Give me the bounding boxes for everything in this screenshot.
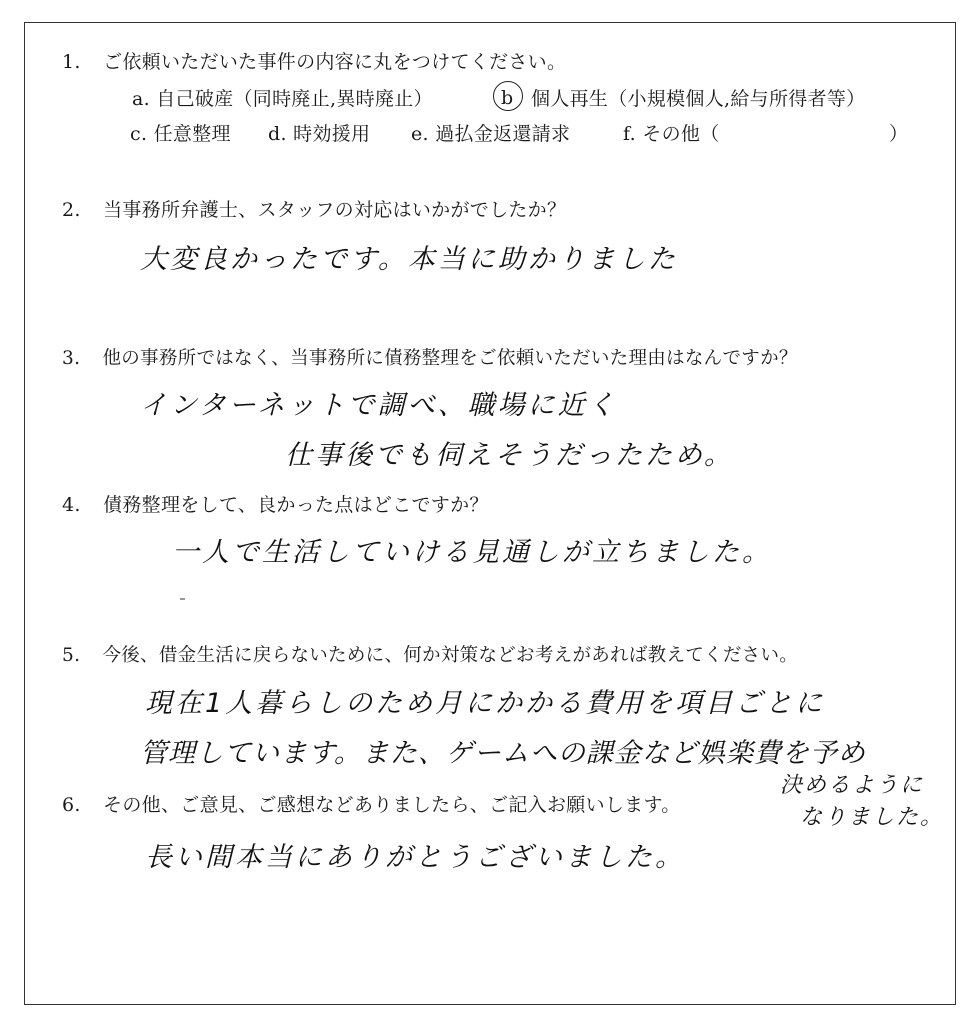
- answer-2: 大変良かったです。本当に助かりました: [140, 244, 678, 275]
- question-number: 2.: [62, 199, 81, 221]
- answer-5-line-2: 管理しています。また、ゲームへの課金など娯楽費を予め: [140, 738, 866, 769]
- answer-5-line-1: 現在1人暮らしのため月にかかる費用を項目ごとに: [145, 688, 826, 719]
- option-a: a. 自己破産（同時廃止,異時廃止）: [132, 88, 433, 110]
- answer-4: 一人で生活していける見通しが立ちました。: [172, 537, 772, 568]
- answer-5-line-3: 決めるように: [780, 773, 925, 798]
- question-number: 5.: [62, 645, 81, 666]
- answer-3-line-2: 仕事後でも伺えそうだったため。: [285, 440, 734, 471]
- question-6: [62, 793, 681, 817]
- question-2: [62, 198, 566, 222]
- question-text: 債務整理をして、良かった点はどこですか？: [103, 494, 489, 516]
- stray-mark: [180, 598, 185, 600]
- question-1: [62, 50, 566, 74]
- question-number: 4.: [62, 494, 81, 516]
- option-b-letter: b: [501, 87, 514, 109]
- option-e: e. 過払金返還請求: [411, 123, 571, 145]
- option-d: d. 時効援用: [268, 123, 371, 145]
- question-3: [62, 347, 798, 371]
- question-text: ご依頼いただいた事件の内容に丸をつけてください。: [103, 51, 567, 73]
- question-text: 当事務所弁護士、スタッフの対応はいかがでしたか？: [103, 199, 567, 221]
- answer-3-line-1: インターネットで調べ、職場に近く: [140, 390, 618, 421]
- question-text: 他の事務所ではなく、当事務所に債務整理をご依頼いただいた理由はなんですか？: [102, 348, 798, 369]
- question-number: 1.: [62, 51, 81, 73]
- question-number: 3.: [62, 348, 81, 369]
- option-f: f. その他（: [623, 123, 720, 145]
- answer-5-line-4: なりました。: [800, 805, 945, 830]
- question-5: [62, 644, 798, 668]
- option-f-close: ）: [889, 123, 909, 145]
- question-number: 6.: [62, 794, 81, 816]
- answer-6: 長い間本当にありがとうございました。: [145, 842, 685, 873]
- question-text: その他、ご意見、ご感想などありましたら、ご記入お願いします。: [103, 794, 681, 816]
- question-4: [62, 493, 489, 517]
- option-c: c. 任意整理: [130, 123, 231, 145]
- option-b: 個人再生（小規模個人,給与所得者等）: [531, 88, 866, 110]
- question-text: 今後、借金生活に戻らないために、何か対策などお考えがあれば教えてください。: [102, 645, 799, 666]
